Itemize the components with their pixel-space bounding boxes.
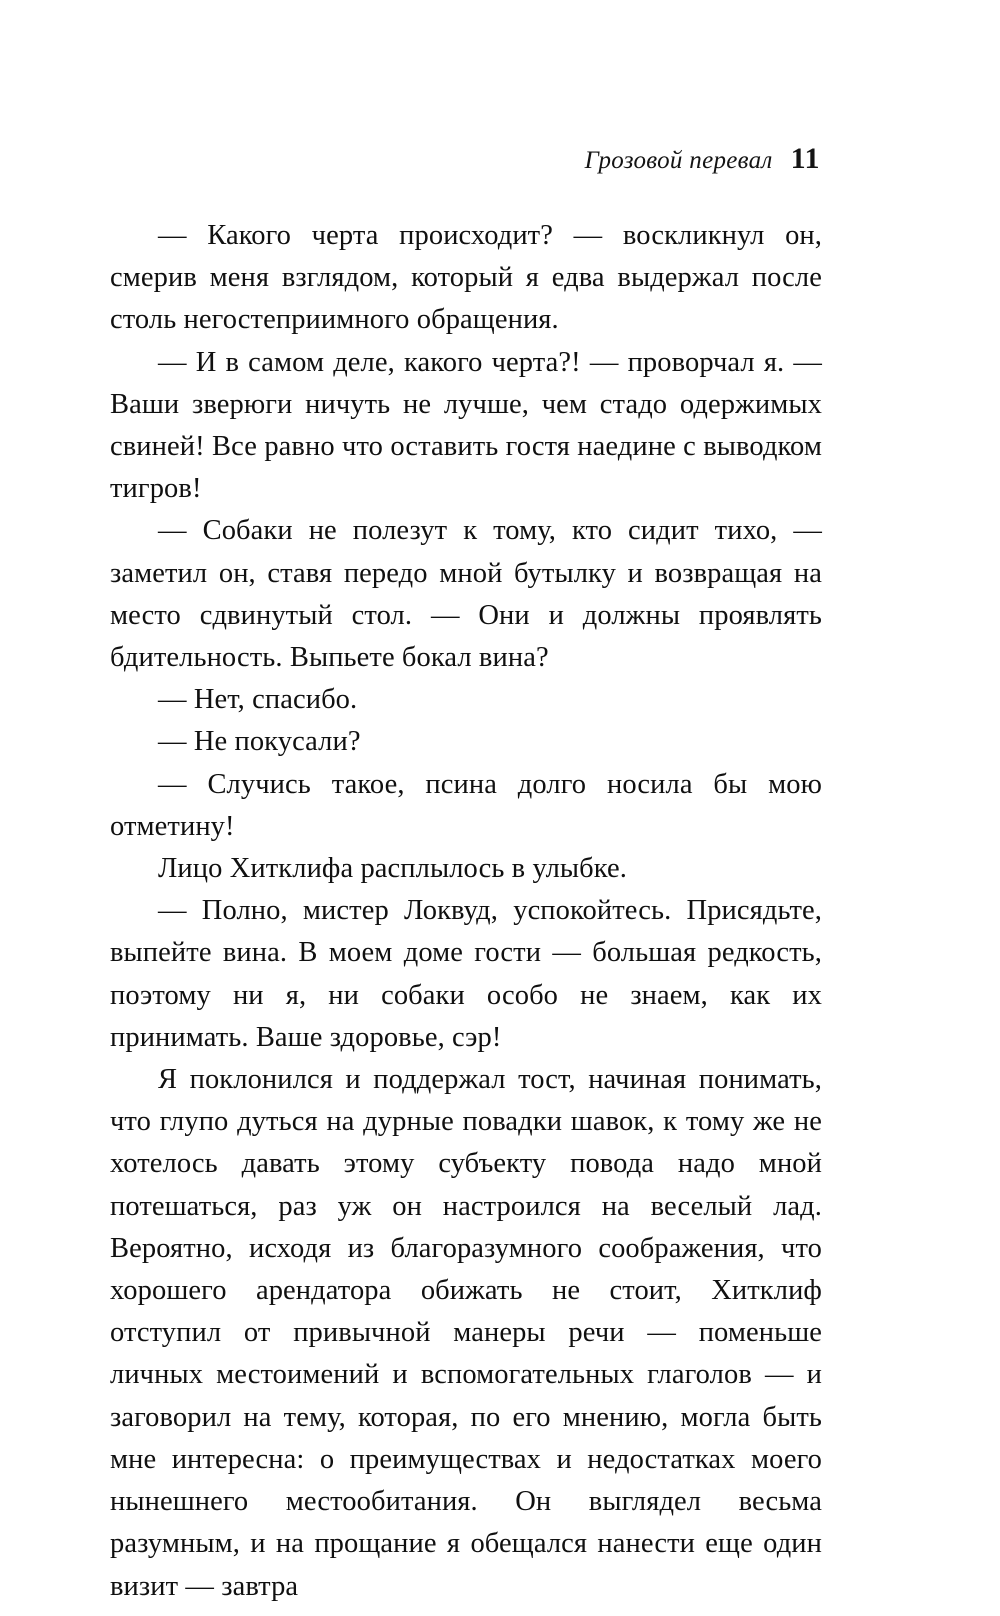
running-head [110,142,820,176]
page-number: 11 [790,142,820,175]
paragraph: — Случись такое, псина долго носила бы мою отметину! [110,768,822,842]
paragraph: — Какого черта происходит? — воскликнул он, смерив меня взглядом, который я едва выдержал после столь негостеприимного обращения. [110,220,822,336]
page-text-body [110,215,822,1608]
paragraph: — Не покусали? [158,726,361,758]
running-head-book-title: Грозовой перевал [584,147,773,174]
paragraph: — Собаки не полезут к тому, кто сидит тихо, — заметил он, ставя передо мной бутылку и возвращая на место сдвинутый стол. — Они и должны проявлять бдительность. Выпьете бокал вина? [110,515,822,674]
paragraph: — Полно, мистер Локвуд, успокойтесь. Присядьте, выпейте вина. В моем доме гости — большая редкость, поэтому ни я, ни собаки особо не знаем, как их принимать. Ваше здоровье, сэр! [110,895,822,1053]
paragraph: Лицо Хитклифа расплылось в улыбке. [158,853,627,885]
paragraph: — И в самом деле, какого черта?! — проворчал я. — Ваши зверюги ничуть не лучше, чем стадо одержимых свиней! Все равно что оставить гостя наедине с выводком тигров! [110,346,822,505]
paragraph: — Нет, спасибо. [158,684,358,716]
paragraph: Я поклонился и поддержал тост, начиная понимать, что глупо дуться на дурные повадки шавок, к тому же не хотелось давать этому субъекту повода надо мной потешаться, раз уж он настроился на веселый лад. Вероятно, исходя из благоразумного соображения, что хорошего арендатора обижать не стоит, Хитклиф отступил от привычной манеры речи — поменьше личных местоимений и вспомогательных глаголов — и заговорил на тему, которая, по его мнению, могла быть мне интересна: о преимуществах и недостатках моего нынешнего местообитания. Он выглядел весьма разумным, и на прощание я обещался нанести еще один визит — завтра [110,1064,822,1602]
